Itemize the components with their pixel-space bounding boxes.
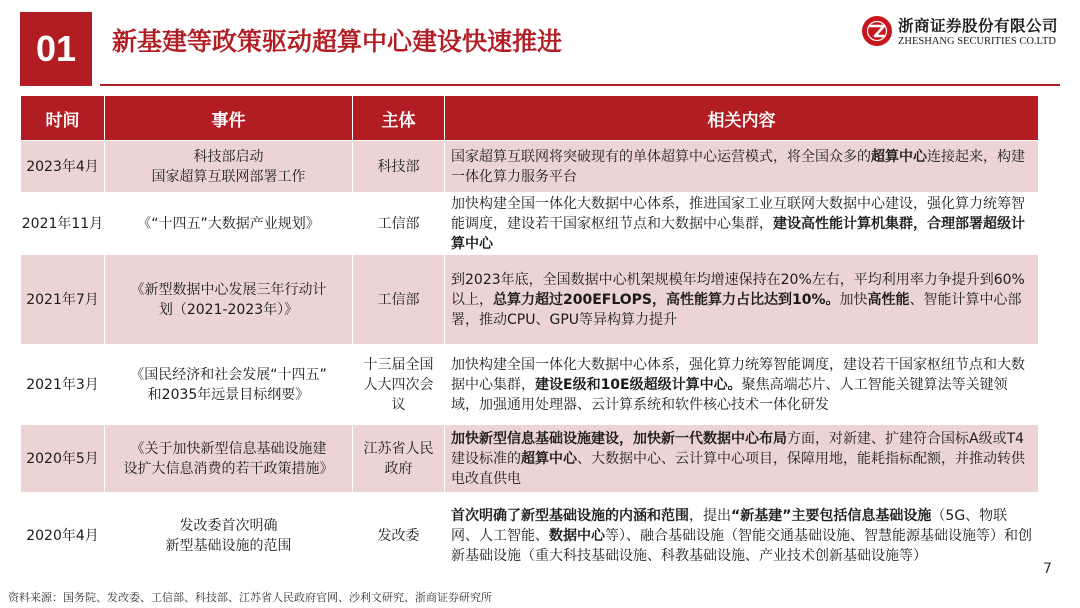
content-emphasis: 首次明确了新型基础设施的内涵和范围 (451, 507, 689, 524)
cell-content (445, 493, 1039, 579)
page-title: 新基建等政策驱动超算中心建设快速推进 (112, 27, 563, 56)
policy-table (20, 95, 1039, 579)
subject-line: 政府 (384, 460, 413, 477)
company-logo (862, 12, 1062, 56)
event-line: 新型基础设施的范围 (165, 537, 292, 554)
content-text: 连接起来，构建一体化算力服务平台 (451, 148, 1025, 185)
event-line: 科技部启动 (193, 148, 264, 165)
content-text: 加快 (839, 291, 868, 308)
content-text: 到2023年底，全国数据中心机架规模年均增速保持在20%左右，平均利用率力争提升到60%以上， (451, 271, 1025, 308)
page-number: 7 (1043, 561, 1052, 577)
cell-subject (353, 193, 445, 255)
subject-line: 工信部 (377, 215, 420, 232)
table-header-row (21, 96, 1039, 141)
event-line: 《新型数据中心发展三年行动计 (130, 281, 327, 298)
content-text: 方面，对新建、扩建符合国标A级或T4建设标准的 (451, 430, 1025, 467)
content-emphasis: 数据中心 (549, 527, 605, 544)
company-name-cn: 浙商证券股份有限公司 (898, 17, 1059, 35)
cell-event (105, 345, 353, 425)
cell-subject (353, 141, 445, 193)
header-event: 事件 (105, 96, 353, 141)
table-row (21, 255, 1039, 345)
cell-subject (353, 425, 445, 493)
table-row (21, 425, 1039, 493)
cell-event (105, 193, 353, 255)
content-text: 加快构建全国一体化大数据中心体系，推进国家工业互联网大数据中心建设，强化算力统筹智能调度，建设若干国家枢纽节点和大数据中心集群， (451, 195, 1025, 232)
event-line: 发改委首次明确 (179, 517, 278, 534)
title-divider (100, 84, 1060, 86)
content-text: 加快构建全国一体化大数据中心体系，强化算力统筹智能调度，建设若干国家枢纽节点和大数据中心集群， (451, 356, 1025, 393)
event-line: 划（2021-2023年）》 (158, 301, 299, 318)
cell-time: 2021年7月 (21, 255, 105, 345)
cell-time: 2023年4月 (21, 141, 105, 193)
table-row (21, 493, 1039, 579)
content-emphasis: 建设高性能计算机集群，合理部署超级计算中心 (451, 215, 1025, 252)
cell-time: 2021年11月 (21, 193, 105, 255)
cell-content (445, 141, 1039, 193)
content-emphasis: 建设E级和10E级超级计算中心。 (535, 376, 742, 393)
zheshang-logo-icon (862, 16, 892, 46)
content-emphasis: 高性能 (867, 291, 910, 308)
content-emphasis: 超算中心 (871, 148, 927, 165)
event-line: 和2035年远景目标纲要》 (147, 386, 310, 403)
cell-event (105, 425, 353, 493)
subject-line: 十三届全国 (363, 356, 434, 373)
cell-time: 2020年4月 (21, 493, 105, 579)
cell-content (445, 425, 1039, 493)
table-row (21, 345, 1039, 425)
cell-content (445, 345, 1039, 425)
section-number: 01 (20, 12, 92, 86)
cell-content (445, 255, 1039, 345)
cell-content (445, 193, 1039, 255)
content-emphasis: “新基建”主要包括信息基础设施 (731, 507, 932, 524)
event-line: 《“十四五”大数据产业规划》 (137, 215, 320, 232)
table-row (21, 193, 1039, 255)
header-content: 相关内容 (445, 96, 1039, 141)
cell-event (105, 493, 353, 579)
content-text: （5G、物联网、人工智能、 (451, 507, 1008, 544)
cell-time: 2020年5月 (21, 425, 105, 493)
cell-event (105, 255, 353, 345)
subject-line: 议 (391, 396, 406, 413)
subject-line: 发改委 (377, 527, 420, 544)
company-name-en: ZHESHANG SECURITIES CO.LTD (898, 36, 1056, 47)
table-body (21, 141, 1039, 579)
header-subject: 主体 (353, 96, 445, 141)
cell-time: 2021年3月 (21, 345, 105, 425)
cell-subject (353, 255, 445, 345)
cell-subject (353, 345, 445, 425)
content-text: 、大数据中心、云计算中心项目，保障用地，能耗指标配额，并推动转供电改直供电 (451, 450, 1025, 487)
table-row (21, 141, 1039, 193)
subject-line: 工信部 (377, 291, 420, 308)
header-time: 时间 (21, 96, 105, 141)
subject-line: 科技部 (377, 158, 420, 175)
event-line: 《关于加快新型信息基础设施建 (130, 440, 327, 457)
content-text: 、智能计算中心部署，推动CPU、GPU等异构算力提升 (451, 291, 1022, 328)
content-text: 国家超算互联网将突破现有的单体超算中心运营模式，将全国众多的 (451, 148, 871, 165)
subject-line: 江苏省人民 (363, 440, 434, 457)
source-note: 资料来源：国务院、发改委、工信部、科技部、江苏省人民政府官网、沙利文研究、浙商证券研究所 (8, 591, 492, 604)
content-text: ，提出 (689, 507, 731, 524)
content-emphasis: 总算力超过200EFLOPS，高性能算力占比达到10%。 (493, 291, 840, 308)
event-line: 国家超算互联网部署工作 (151, 168, 306, 185)
content-text: 等）、融合基础设施（智能交通基础设施、智慧能源基础设施等）和创新基础设施（重大科技基础设施、科教基础设施、产业技术创新基础设施等） (451, 527, 1032, 564)
event-line: 《国民经济和社会发展“十四五” (130, 366, 327, 383)
event-line: 设扩大信息消费的若干政策措施》 (123, 460, 334, 477)
content-text: 聚焦高端芯片、人工智能关键算法等关键领域，加强通用处理器、云计算系统和软件核心技术一体化研发 (451, 376, 1008, 413)
cell-event (105, 141, 353, 193)
cell-subject (353, 493, 445, 579)
content-emphasis: 加快新型信息基础设施建设，加快新一代数据中心布局 (451, 430, 787, 447)
subject-line: 人大四次会 (363, 376, 434, 393)
content-emphasis: 超算中心 (521, 450, 577, 467)
